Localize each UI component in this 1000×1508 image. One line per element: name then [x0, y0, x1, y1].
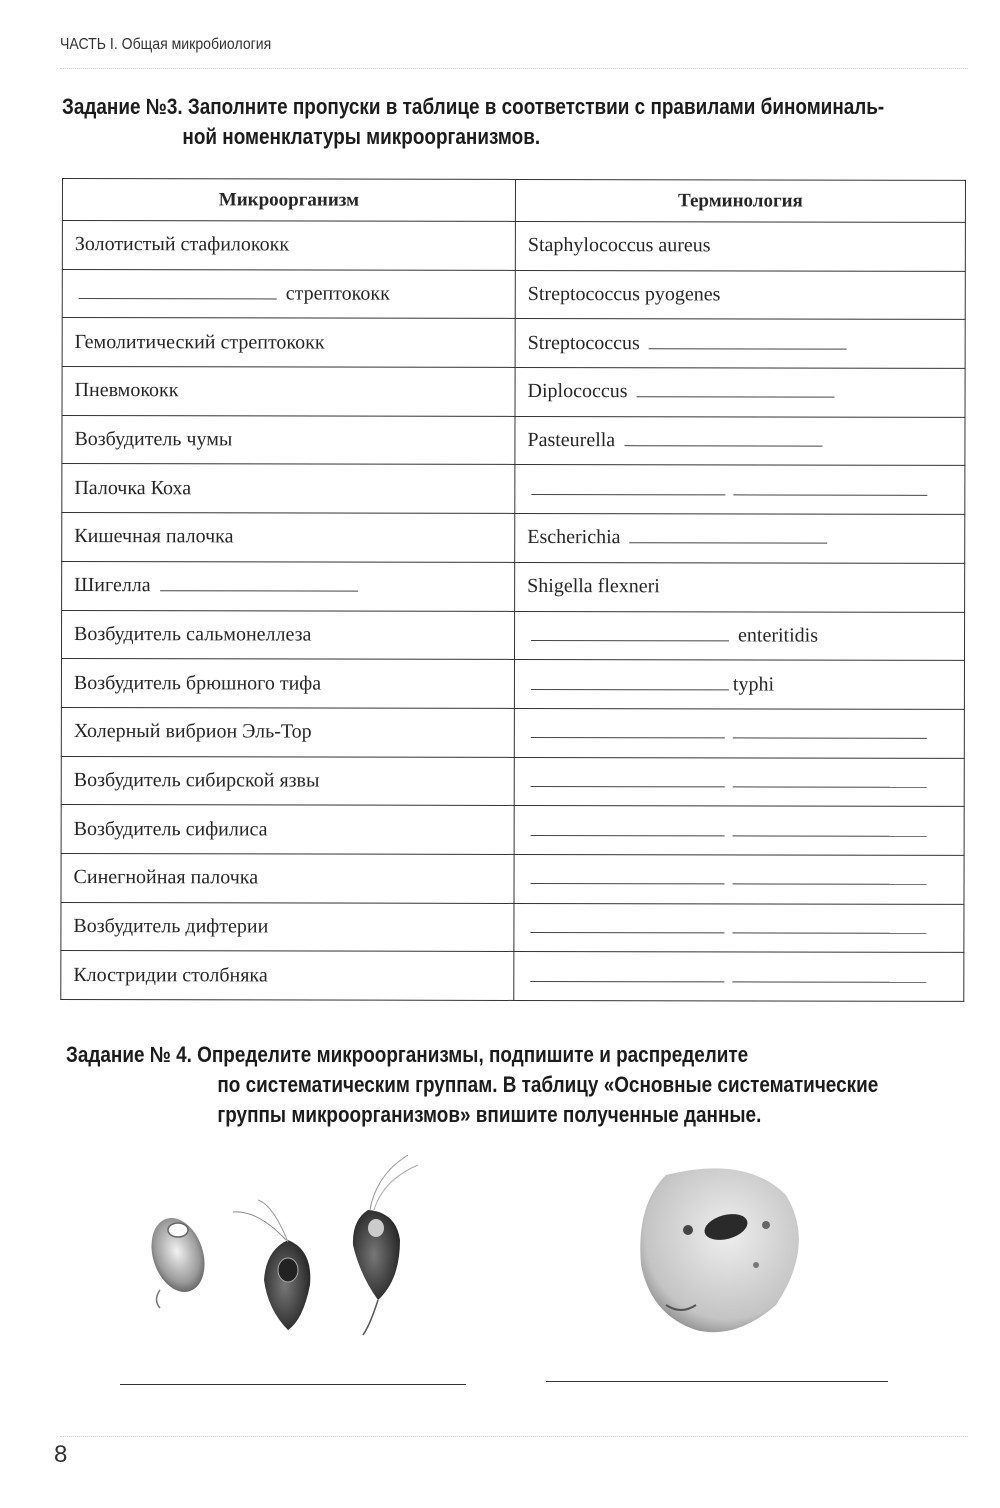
organism-cell	[61, 951, 514, 1001]
table-row	[61, 659, 964, 710]
fill-in-blank[interactable]	[531, 675, 729, 690]
task-3-line-1: Задание №3. Заполните пропуски в таблице в соответствии с правилами биноминаль-	[62, 94, 885, 119]
table-row	[62, 221, 965, 272]
fill-in-blank-species[interactable]	[732, 967, 926, 982]
answer-line-left[interactable]	[120, 1384, 466, 1385]
fill-in-blank-species[interactable]	[732, 918, 926, 933]
organism-cell	[61, 902, 514, 952]
organism-cell	[62, 318, 515, 368]
organism-name: Возбудитель брюшного тифа	[73, 671, 322, 695]
term-cell	[514, 660, 964, 710]
table-row	[62, 367, 965, 418]
term-cell	[514, 854, 964, 904]
fill-in-blank-species[interactable]	[733, 821, 927, 836]
nomenclature-table	[60, 178, 966, 1002]
footer-divider	[60, 1436, 968, 1437]
term-cell	[515, 416, 965, 466]
term-cell	[514, 611, 964, 661]
table-row	[62, 415, 965, 466]
organism-name: Пневмококк	[74, 379, 179, 402]
term-text: Shigella flexneri	[527, 575, 660, 598]
fill-in-blank[interactable]	[649, 334, 847, 349]
task-4-line-2: по систематическим группам. В таблицу «Основные систематические	[217, 1072, 879, 1097]
answer-line-right[interactable]	[546, 1381, 888, 1382]
term-cell	[515, 270, 965, 320]
organism-cell	[62, 415, 515, 465]
table-row	[61, 853, 964, 904]
term-cell	[515, 465, 965, 515]
amoeboid-cell-illustration	[626, 1155, 826, 1345]
organism-name: Возбудитель чумы	[74, 428, 233, 451]
running-head: ЧАСТЬ I. Общая микробиология	[60, 36, 272, 53]
table-row	[61, 902, 964, 953]
organism-name: Синегнойная палочка	[73, 866, 259, 889]
term-text: Streptococcus pyogenes	[527, 283, 721, 306]
fill-in-blank-species[interactable]	[733, 870, 927, 885]
organism-cell	[62, 561, 515, 611]
fill-in-blank-genus[interactable]	[531, 723, 725, 738]
fill-in-blank-genus[interactable]	[530, 967, 724, 982]
term-cell	[514, 952, 964, 1002]
table-row	[61, 805, 964, 856]
table-row	[62, 269, 965, 320]
term-text: Diplococcus	[527, 380, 628, 403]
table-row	[62, 318, 965, 369]
protozoan-cell-1	[142, 1211, 213, 1308]
organism-cell	[61, 610, 514, 660]
fill-in-blank[interactable]	[79, 284, 277, 299]
table-row	[61, 610, 964, 661]
page-number: 8	[54, 1441, 68, 1468]
term-text: typhi	[732, 672, 775, 696]
organism-name: Гемолитический стрептококк	[74, 330, 325, 354]
term-cell	[515, 319, 965, 369]
task-4-heading	[66, 1040, 978, 1130]
fill-in-blank-genus[interactable]	[531, 772, 725, 787]
protozoan-cell-3	[353, 1155, 418, 1335]
organism-cell	[61, 805, 514, 855]
organism-name: стрептококк	[285, 282, 390, 305]
fill-in-blank-species[interactable]	[733, 724, 927, 739]
fill-in-blank-genus[interactable]	[530, 918, 724, 933]
task-3-line-2: ной номенклатуры микроорганизмов.	[182, 124, 541, 149]
term-text: Streptococcus	[527, 331, 640, 354]
term-text: Staphylococcus aureus	[527, 234, 711, 257]
term-cell	[515, 514, 965, 564]
fill-in-blank[interactable]	[531, 626, 729, 641]
organism-cell	[61, 659, 514, 709]
fill-in-blank-genus[interactable]	[531, 869, 725, 884]
organism-cell	[62, 221, 515, 271]
term-cell	[514, 903, 964, 953]
term-text: Pasteurella	[527, 429, 616, 452]
organism-name: Кишечная палочка	[74, 525, 234, 548]
organism-cell	[62, 269, 515, 319]
table-header-row	[62, 179, 965, 223]
organism-name: Шигелла	[74, 574, 151, 597]
term-cell	[514, 708, 964, 758]
organism-cell	[62, 464, 515, 514]
organism-cell	[62, 367, 515, 417]
organism-name: Возбудитель дифтерии	[73, 914, 269, 938]
organism-name: Возбудитель сибирской язвы	[73, 768, 320, 792]
term-text: Escherichia	[527, 526, 621, 549]
header-divider	[60, 68, 968, 69]
organism-name: Возбудитель сифилиса	[73, 817, 268, 841]
table-row	[62, 464, 965, 515]
table-row	[61, 707, 964, 758]
column-header-terminology: Терминология	[515, 179, 965, 222]
term-text: enteritidis	[738, 624, 819, 647]
microorganism-figures	[118, 1150, 978, 1350]
fill-in-blank-species[interactable]	[733, 772, 927, 787]
organism-name: Холерный вибрион Эль-Тор	[73, 720, 312, 743]
term-cell	[515, 562, 965, 612]
fill-in-blank[interactable]	[160, 576, 358, 591]
column-header-organism: Микроорганизм	[62, 179, 515, 222]
term-cell	[514, 757, 964, 807]
protozoan-cell-2	[233, 1200, 310, 1330]
table-row	[61, 951, 964, 1002]
table-row	[62, 561, 965, 612]
flagellates-illustration	[138, 1150, 438, 1340]
fill-in-blank[interactable]	[624, 431, 822, 446]
table-row	[61, 756, 964, 807]
fill-in-blank-genus[interactable]	[531, 821, 725, 836]
organism-cell	[61, 707, 514, 757]
organism-cell	[61, 756, 514, 806]
organism-cell	[62, 513, 515, 563]
fill-in-blank-species[interactable]	[733, 480, 927, 495]
term-cell	[515, 221, 965, 271]
organism-cell	[61, 853, 514, 903]
task-3-heading	[62, 92, 974, 152]
organism-name: Палочка Коха	[74, 476, 192, 500]
term-cell	[515, 368, 965, 418]
organism-name: Золотистый стафилококк	[74, 233, 290, 256]
task-4-line-1: Задание № 4. Определите микроорганизмы, подпишите и распределите	[66, 1042, 749, 1067]
table-row	[62, 513, 965, 564]
term-cell	[514, 806, 964, 856]
organism-name: Возбудитель сальмонеллеза	[74, 622, 312, 646]
fill-in-blank[interactable]	[637, 383, 835, 398]
fill-in-blank[interactable]	[630, 529, 828, 544]
fill-in-blank-genus[interactable]	[531, 480, 725, 495]
organism-name: Клостридии столбняка	[73, 963, 268, 987]
task-4-line-3: группы микроорганизмов» впишите полученные данные.	[217, 1102, 762, 1127]
